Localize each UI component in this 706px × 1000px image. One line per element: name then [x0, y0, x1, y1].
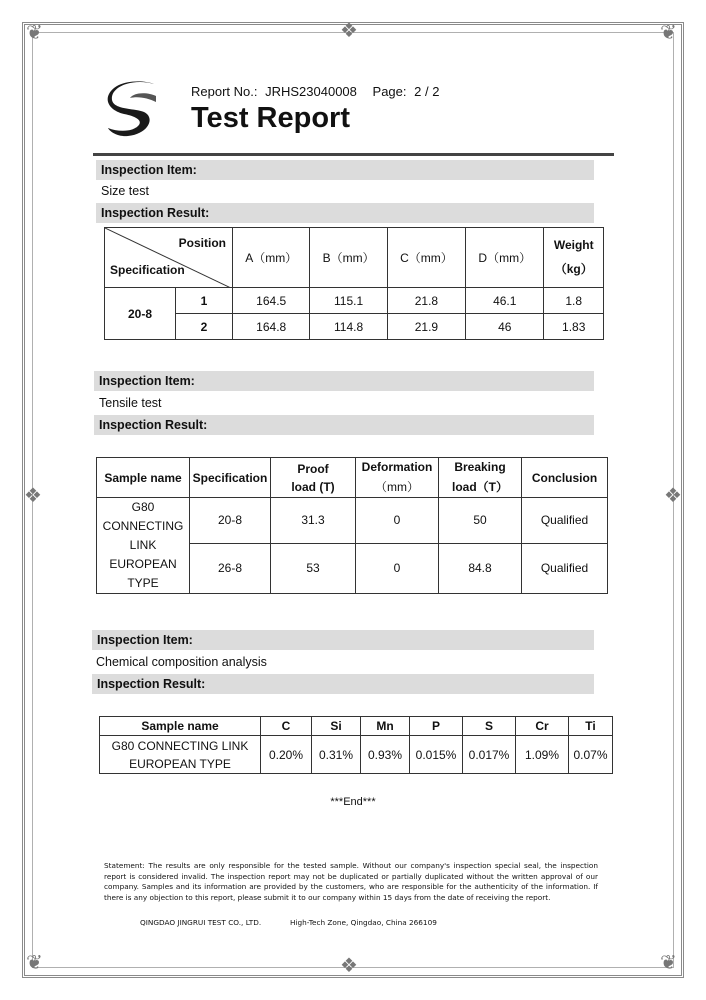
table-corner-cell: [105, 228, 233, 288]
weight-unit: （kg）: [554, 262, 593, 276]
value-d: 46: [466, 314, 544, 340]
deformation-label: Deformation: [361, 460, 433, 474]
col-header-a: A（mm）: [233, 228, 310, 288]
value-b: 114.8: [310, 314, 387, 340]
deformation-value: 0: [356, 543, 439, 593]
col-header-p: P: [410, 717, 463, 736]
sample-name-cell: [97, 498, 190, 594]
chemical-composition-table: [99, 716, 613, 774]
table-row: [100, 736, 613, 774]
position-cell: 2: [176, 314, 233, 340]
spec-cell: 26-8: [190, 543, 271, 593]
breaking-label: Breaking: [454, 460, 506, 474]
position-cell: 1: [176, 288, 233, 314]
weight-label: Weight: [553, 238, 594, 252]
value-cr: 1.09%: [516, 736, 569, 774]
inspection-result-label: Inspection Result:: [94, 415, 594, 435]
value-ti: 0.07%: [569, 736, 613, 774]
col-header-weight: [544, 228, 604, 288]
col-header-conclusion: Conclusion: [522, 458, 608, 498]
value-c: 21.8: [387, 288, 465, 314]
col-header-d: D（mm）: [466, 228, 544, 288]
report-no-label: Report No.:: [191, 84, 258, 99]
spec-cell: 20-8: [190, 498, 271, 544]
value-weight: 1.83: [544, 314, 604, 340]
col-header-si: Si: [312, 717, 361, 736]
sample-name-line: EUROPEAN TYPE: [129, 756, 231, 771]
value-c: 21.9: [387, 314, 465, 340]
col-header-proof: [271, 458, 356, 498]
col-header-breaking: [439, 458, 522, 498]
header-divider: [93, 153, 614, 156]
statement-text: Statement: The results are only responsible for the tested sample. Without our company's inspection special seal, the inspection report is considered invalid. The inspection report may not be duplicated or partially duplicated without the written approval of our company. Samples and its information are provided by the customers, who are responsible for the authenticity of the information. If there is any objection to this report, please submit it to our company within 15 days from the date of receiving the report.: [104, 861, 598, 902]
col-header-cr: Cr: [516, 717, 569, 736]
col-header-ti: Ti: [569, 717, 613, 736]
corner-bottom-label: Specification: [110, 263, 185, 277]
col-header-s: S: [463, 717, 516, 736]
value-s: 0.017%: [463, 736, 516, 774]
value-si: 0.31%: [312, 736, 361, 774]
page-label: Page:: [372, 84, 407, 99]
table-row: [105, 288, 604, 314]
sample-name-line: EUROPEAN: [109, 557, 177, 571]
deformation-unit: （mm）: [375, 480, 419, 494]
corner-top-label: Position: [178, 236, 226, 250]
table-row: [97, 498, 608, 544]
corner-ornament-icon: ❦: [660, 950, 677, 974]
value-c: 0.20%: [261, 736, 312, 774]
proof-value: 31.3: [271, 498, 356, 544]
value-mn: 0.93%: [361, 736, 410, 774]
col-header-deformation: [356, 458, 439, 498]
side-ornament-icon: ❖: [24, 483, 42, 507]
proof-value: 53: [271, 543, 356, 593]
report-no: JRHS23040008: [265, 84, 357, 99]
inspection-item-value: Size test: [101, 184, 149, 198]
breaking-unit: load（T）: [452, 480, 508, 494]
bottom-ornament-icon: ❖: [340, 953, 358, 977]
conclusion-value: Qualified: [522, 498, 608, 544]
table-row: [105, 314, 604, 340]
sample-name-line: G80: [131, 500, 155, 514]
sample-name-line: TYPE: [127, 576, 159, 590]
value-a: 164.5: [233, 288, 310, 314]
col-header-c: C: [261, 717, 312, 736]
col-header-sample: Sample name: [97, 458, 190, 498]
spec-cell: 20-8: [105, 288, 176, 340]
col-header-sample: Sample name: [100, 717, 261, 736]
page-number: 2 / 2: [414, 84, 440, 99]
corner-ornament-icon: ❦: [26, 950, 43, 974]
inspection-item-value: Chemical composition analysis: [96, 655, 267, 669]
inspection-item-label: Inspection Item:: [92, 630, 594, 650]
inspection-item-label: Inspection Item:: [94, 371, 594, 391]
top-ornament-icon: ❖: [340, 18, 358, 42]
size-test-table: [104, 227, 604, 340]
inspection-item-value: Tensile test: [99, 396, 162, 410]
value-d: 46.1: [466, 288, 544, 314]
side-ornament-icon: ❖: [664, 483, 682, 507]
value-weight: 1.8: [544, 288, 604, 314]
value-b: 115.1: [310, 288, 387, 314]
proof-label: Proof: [297, 461, 329, 476]
inspection-result-label: Inspection Result:: [96, 203, 594, 223]
tensile-test-table: [96, 457, 608, 594]
breaking-value: 84.8: [439, 543, 522, 593]
value-a: 164.8: [233, 314, 310, 340]
report-header-line: [191, 84, 443, 99]
sample-name-line: CONNECTING: [102, 519, 184, 533]
inspection-result-label: Inspection Result:: [92, 674, 594, 694]
deformation-value: 0: [356, 498, 439, 544]
col-header-b: B（mm）: [310, 228, 387, 288]
footer-company: QINGDAO JINGRUI TEST CO., LTD.: [140, 918, 262, 927]
sample-name-line: LINK: [129, 538, 157, 552]
sample-name-line: G80 CONNECTING LINK: [111, 738, 249, 753]
breaking-value: 50: [439, 498, 522, 544]
end-marker: ***End***: [330, 796, 376, 808]
col-header-c: C（mm）: [387, 228, 465, 288]
company-logo-icon: [104, 78, 162, 142]
footer-address: High-Tech Zone, Qingdao, China 266109: [290, 918, 437, 927]
corner-ornament-icon: ❦: [660, 20, 677, 44]
value-p: 0.015%: [410, 736, 463, 774]
conclusion-value: Qualified: [522, 543, 608, 593]
page-title: Test Report: [191, 102, 350, 134]
sample-name-cell: [100, 736, 261, 774]
col-header-spec: Specification: [190, 458, 271, 498]
proof-unit: load (T): [291, 479, 335, 494]
inspection-item-label: Inspection Item:: [96, 160, 594, 180]
corner-ornament-icon: ❦: [26, 20, 43, 44]
col-header-mn: Mn: [361, 717, 410, 736]
